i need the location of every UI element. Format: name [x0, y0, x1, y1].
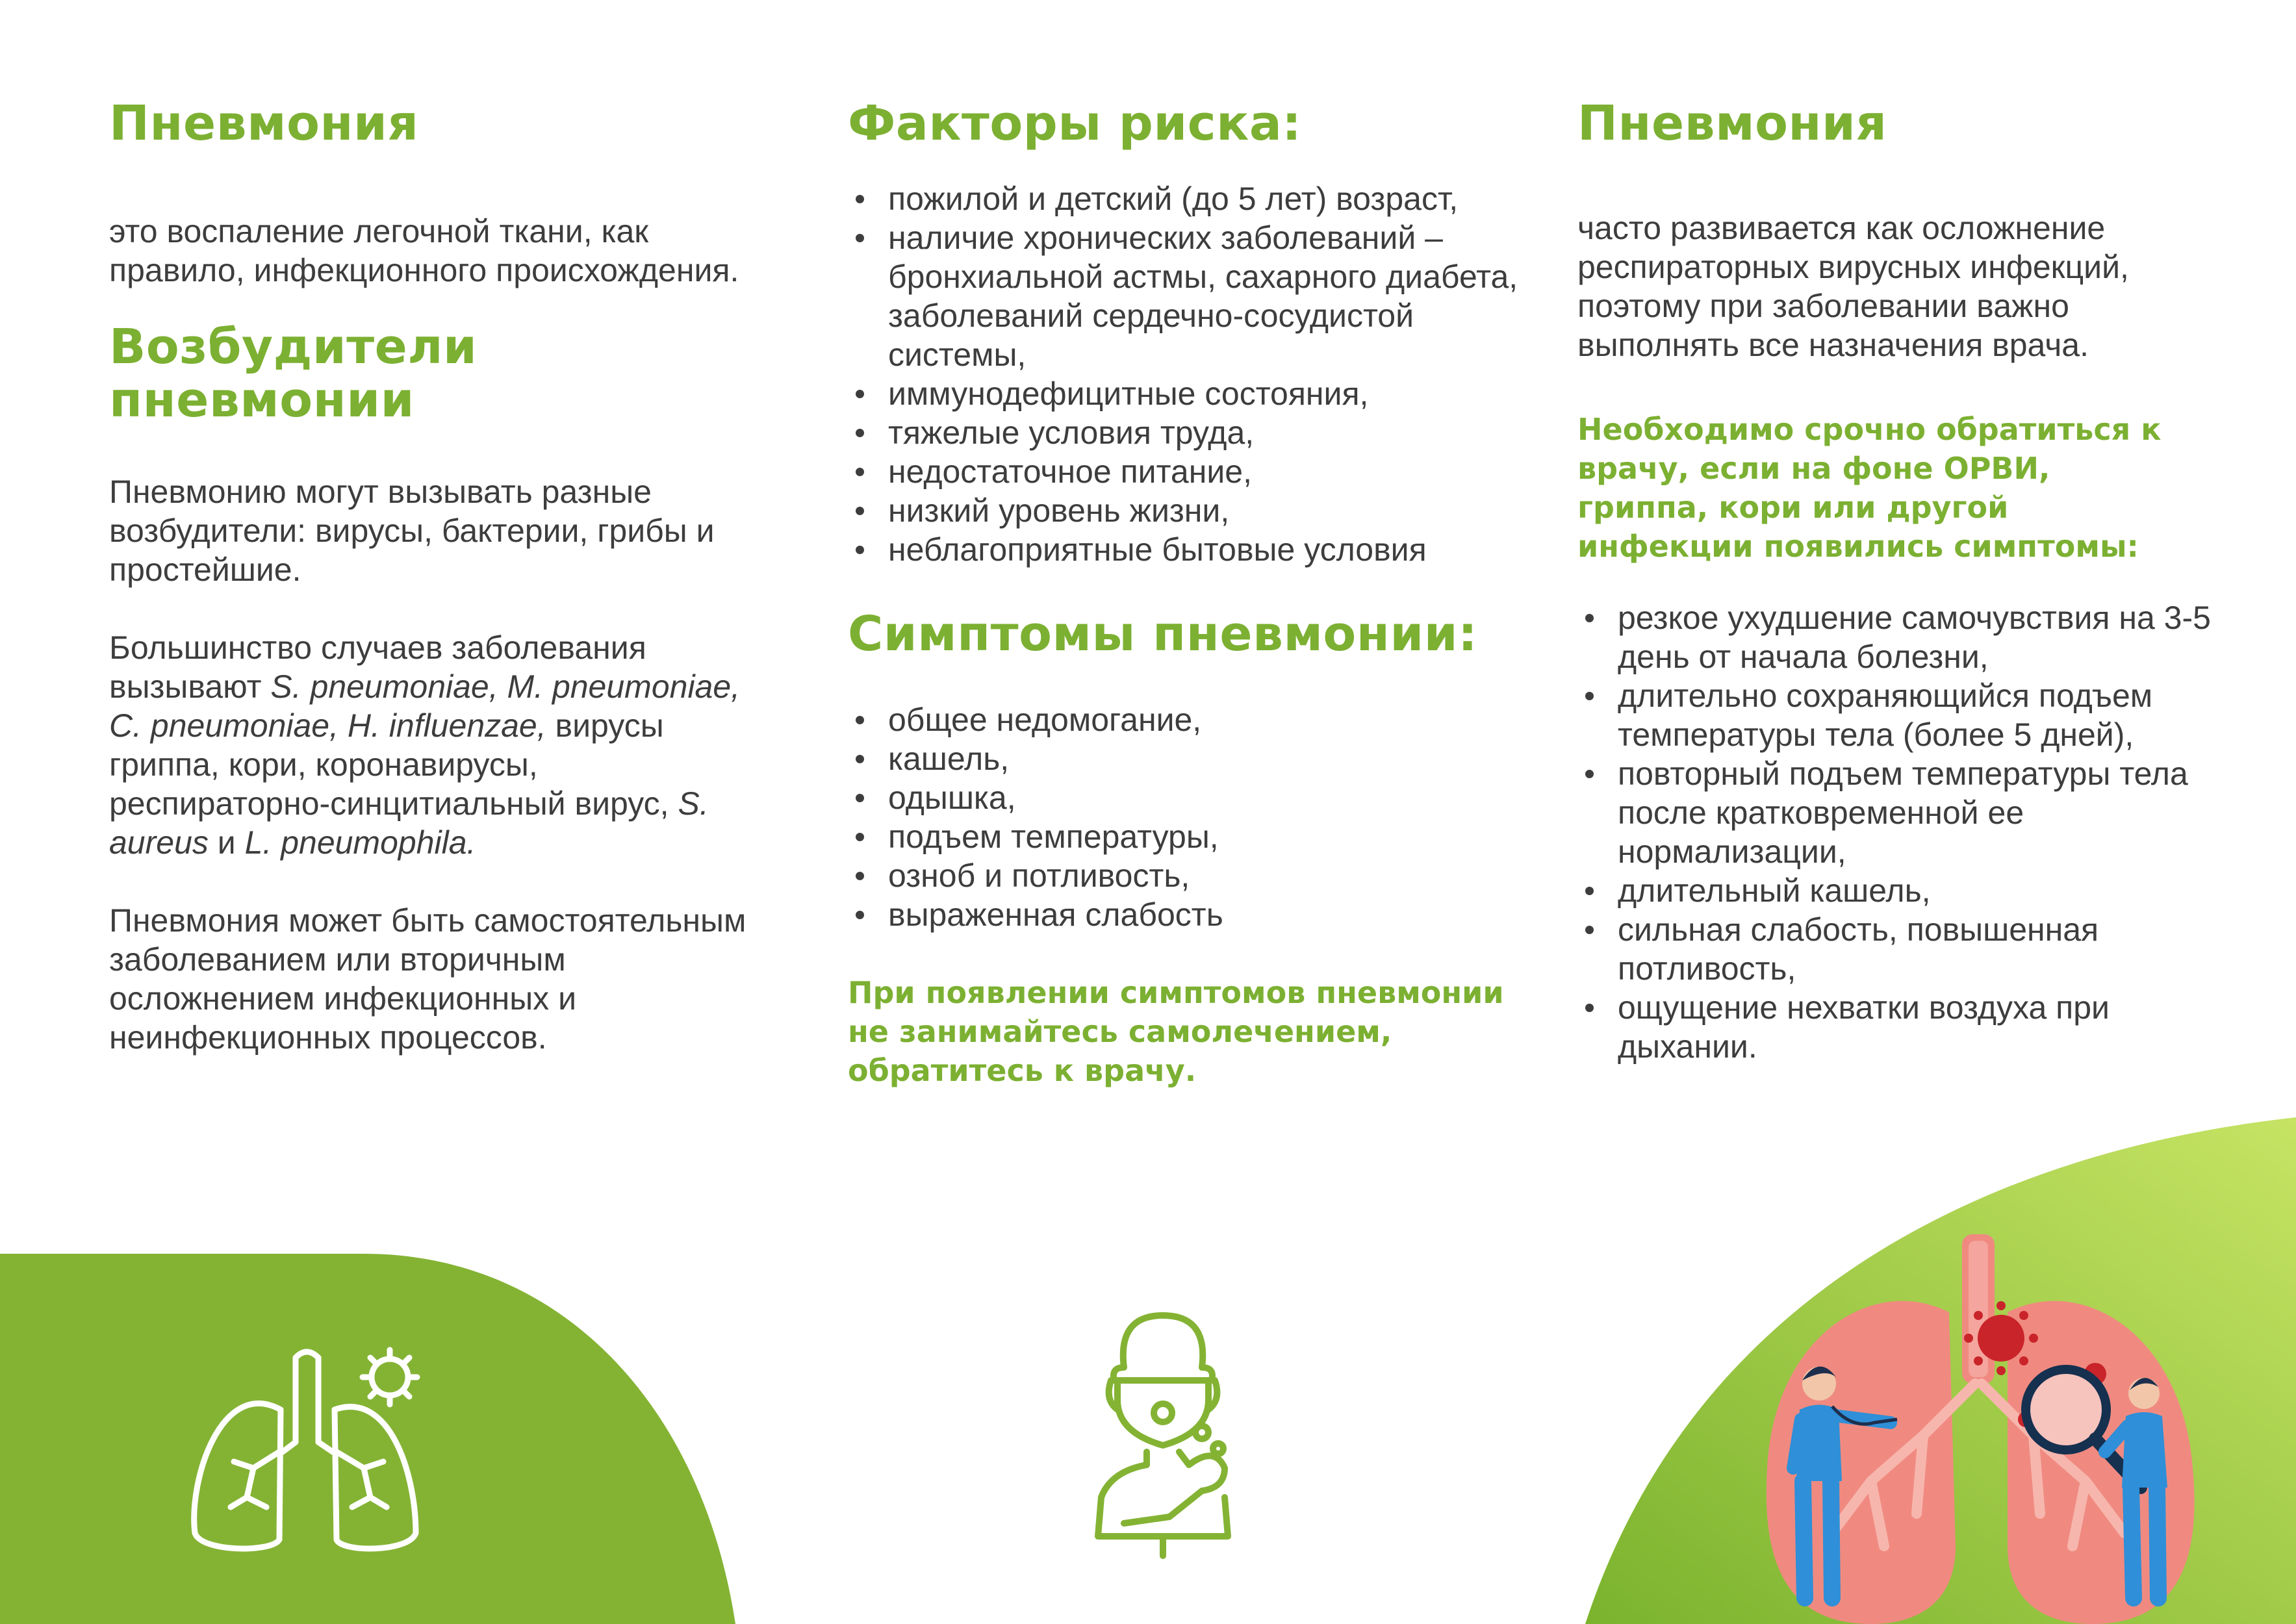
list-item: низкий уровень жизни, — [848, 491, 1550, 530]
symptoms-list — [848, 700, 1550, 934]
list-item: сильная слабость, повышенная потливость, — [1577, 910, 2227, 988]
list-item: повторный подъем температуры тела после кратковременной ее нормализации, — [1577, 754, 2227, 871]
lungs-virus-icon — [182, 1338, 442, 1559]
list-item: ощущение нехватки воздуха при дыхании. — [1577, 988, 2227, 1066]
col1-title: Пневмония — [109, 95, 419, 151]
list-item: выраженная слабость — [848, 895, 1550, 934]
col3-intro: часто развивается как осложнение респираторных вирусных инфекций, поэтому при заболевании важно выполнять все назначения врача. — [1577, 210, 2129, 364]
risk-list — [848, 179, 1550, 569]
list-item: одышка, — [848, 778, 1550, 817]
pathogens-title: Возбудители пневмонии — [109, 319, 478, 428]
urgent-symptoms-list — [1577, 598, 2227, 1066]
list-item: неблагоприятные бытовые условия — [848, 530, 1550, 569]
list-item: резкое ухудшение самочувствия на 3-5 день от начала болезни, — [1577, 598, 2227, 676]
list-item: озноб и потливость, — [848, 856, 1550, 895]
col3-title: Пневмония — [1577, 95, 1887, 151]
list-item: подъем температуры, — [848, 817, 1550, 856]
list-item: общее недомогание, — [848, 700, 1550, 739]
list-item: кашель, — [848, 739, 1550, 778]
list-item: длительно сохраняющийся подъем температуры тела (более 5 дней), — [1577, 676, 2227, 754]
pathogens-text: Пневмонию могут вызывать разные возбудители: вирусы, бактерии, грибы и простейшие. — [109, 474, 715, 589]
list-item: наличие хронических заболеваний – бронхиальной астмы, сахарного диабета, заболеваний сердечно-сосудистой системы, — [848, 218, 1550, 374]
lungs-doctors-illustration — [1754, 1234, 2209, 1624]
list-item: длительный кашель, — [1577, 871, 2227, 910]
pathogens-cases: Большинство случаев заболевания вызывают S. pneumoniae, M. pneumoniae, C. pneumoniae, H. influenzae, вирусы гриппа, кори, коронавирусы, респираторно-синцитиальный вирус, S. aureus и L. pneumophila. — [109, 629, 741, 861]
symptoms-title: Симптомы пневмонии: — [848, 606, 1478, 663]
column-middle — [848, 97, 1550, 1090]
list-item: пожилой и детский (до 5 лет) возраст, — [848, 179, 1550, 218]
list-item: тяжелые условия труда, — [848, 413, 1550, 452]
list-item: недостаточное питание, — [848, 452, 1550, 491]
col1-intro: это воспаление легочной ткани, как правило, инфекционного происхождения. — [109, 213, 739, 289]
list-item: иммунодефицитные состояния, — [848, 374, 1550, 413]
self-treatment-warning: При появлении симптомов пневмонии не занимайтесь самолечением, обратитесь к врачу. — [848, 974, 1504, 1088]
risk-title: Факторы риска: — [848, 95, 1302, 151]
column-right — [1577, 97, 2227, 1066]
column-left — [109, 97, 759, 1057]
urgent-note: Необходимо срочно обратиться к врачу, если на фоне ОРВИ, гриппа, кори или другой инфекции появились симптомы: — [1577, 412, 2162, 565]
col1-secondary: Пневмония может быть самостоятельным заболеванием или вторичным осложнением инфекционных и неинфекционных процессов. — [109, 902, 746, 1056]
coughing-person-icon — [1085, 1302, 1241, 1562]
